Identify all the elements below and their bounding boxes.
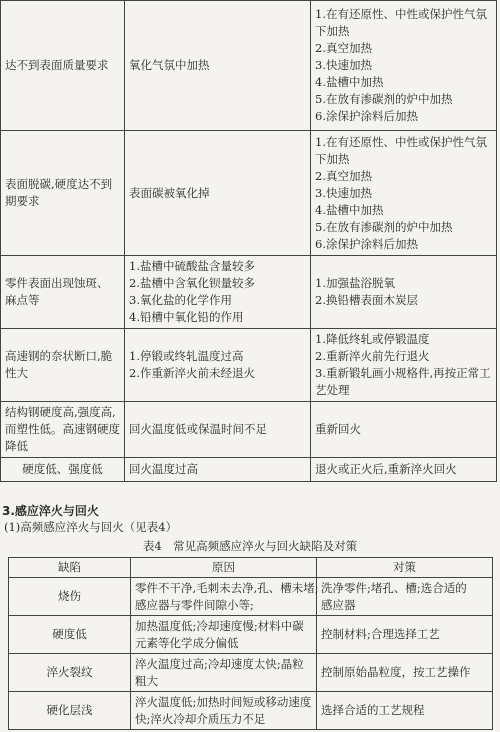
table-row	[1, 329, 497, 402]
measure-text: 5.在放有渗碳剂的炉中加热	[315, 92, 453, 106]
defect-cell	[1, 256, 125, 329]
measure-text: 2.重新淬火前先行退火	[315, 349, 430, 363]
measure-text: 2.真空加热	[315, 168, 372, 183]
measure-text: 2.真空加热	[315, 41, 372, 55]
table-row	[1, 131, 497, 256]
cause-text: 表面碳被氧化掉	[129, 185, 210, 200]
cause-cell	[131, 616, 317, 654]
measure-text: 下加热	[315, 151, 350, 166]
measure-text: 艺处理	[315, 383, 350, 397]
table-row	[1, 256, 497, 329]
measure-text: 3.重新锻轧画小规格件,再按正常工	[315, 366, 491, 380]
table-row	[9, 654, 493, 692]
defect-text: 硬度低、强度低	[22, 462, 103, 476]
measure-cell	[311, 1, 497, 131]
cause-text: 零件不干净,毛刺未去净,孔、槽未堵;	[135, 580, 319, 595]
cause-text: 1.盐槽中硫酸盐含量较多	[129, 259, 255, 273]
cause-text: 快;淬火冷却介质压力不足	[135, 711, 266, 726]
defect-text: 性大	[5, 366, 28, 380]
defect-text: 而塑性低。高速钢硬度	[5, 422, 120, 436]
cause-text: 淬火温度过高;冷却速度太快;晶粒	[135, 656, 304, 671]
cause-cell	[125, 131, 311, 256]
measure-text: 退火或正火后,重新淬火回火	[315, 462, 457, 476]
header-row	[9, 558, 493, 578]
measure-text: 下加热	[315, 24, 350, 38]
measure-cell	[311, 131, 497, 256]
measure-text: 1.加强盐浴脱氧	[315, 276, 395, 290]
measure-text: 6.涂保护涂料后加热	[315, 236, 418, 251]
defect-text: 期要求	[5, 194, 40, 208]
measure-text: 1.在有还原性、中性或保护性气氛	[315, 7, 487, 21]
defect-text: 表面脱碳,硬度达不到	[5, 177, 113, 191]
cause-text: 2.盐槽中含氧化钡量较多	[129, 276, 255, 290]
defect-cell: 淬火裂纹	[9, 654, 131, 692]
cause-cell	[131, 654, 317, 692]
cause-text: 元素等化学成分偏低	[135, 635, 239, 650]
table-row	[9, 616, 493, 654]
sub-title: (1)高频感应淬火与回火（见表4）	[4, 520, 178, 534]
cause-text: 回火温度过高	[129, 462, 198, 476]
measure-cell	[317, 692, 493, 730]
table-row	[1, 1, 497, 131]
cause-text: 1.停锻或终轧温度过高	[129, 349, 244, 363]
measure-text: 控制材料;合理选择工艺	[321, 627, 440, 641]
table-row	[9, 578, 493, 616]
cause-text: 3.氧化盐的化学作用	[129, 293, 232, 307]
cause-cell	[125, 402, 311, 458]
defect-text: 降低	[5, 439, 28, 453]
section-title: 3.感应淬火与回火	[2, 504, 99, 518]
defect-cell: 烧伤	[9, 578, 131, 616]
measure-text: 3.快速加热	[315, 185, 372, 200]
header-defect: 缺陷	[9, 558, 131, 578]
cause-text: 回火温度低或保温时间不足	[129, 422, 267, 436]
cause-text: 淬火温度低;加热时间短或移动速度	[135, 694, 312, 709]
defect-cell	[1, 1, 125, 131]
measure-text: 1.降低终轧或停锻温度	[315, 332, 430, 346]
measure-text: 2.换铅槽表面木炭层	[315, 293, 418, 307]
table-caption: 表4 常见高频感应淬火与回火缺陷及对策	[142, 539, 358, 553]
measure-text: 选择合适的工艺规程	[321, 703, 425, 717]
cause-text: 粗大	[135, 673, 158, 688]
defect-cell	[1, 329, 125, 402]
measure-cell	[317, 578, 493, 616]
measure-text: 6.涂保护涂料后加热	[315, 109, 418, 123]
measure-text: 重新回火	[315, 422, 361, 436]
header-cause: 原因	[131, 558, 317, 578]
defect-cell: 硬度低	[9, 616, 131, 654]
defect-text: 高速钢的奈状断口,脆	[5, 349, 113, 363]
defect-cell	[1, 458, 125, 482]
header-measure: 对策	[317, 558, 493, 578]
defect-cell	[1, 402, 125, 458]
measure-cell	[317, 654, 493, 692]
defect-cell	[1, 131, 125, 256]
measure-text: 洗净零件;堵孔、槽;选合适的	[321, 580, 467, 595]
cause-cell	[131, 578, 317, 616]
defect-cell: 硬化层浅	[9, 692, 131, 730]
measure-text: 5.在放有渗碳剂的炉中加热	[315, 219, 453, 234]
cause-text: 感应器与零件间隙小等;	[135, 597, 254, 612]
defect-text: 结构钢硬度高,强度高,	[5, 405, 116, 419]
measure-text: 控制原始晶粒度，按工艺操作	[321, 665, 471, 679]
measure-cell	[311, 256, 497, 329]
cause-text: 加热温度低;冷却速度慢;材料中碳	[135, 618, 304, 633]
measure-cell	[311, 458, 497, 482]
measure-cell	[311, 329, 497, 402]
measure-cell	[311, 402, 497, 458]
defect-text: 零件表面出现蚀斑、	[5, 276, 109, 290]
cause-cell	[125, 458, 311, 482]
measure-cell	[317, 616, 493, 654]
defect-text: 达不到表面质量要求	[5, 58, 109, 72]
table-row	[1, 402, 497, 458]
table-row	[9, 692, 493, 730]
measure-text: 4.盐槽中加热	[315, 75, 384, 89]
cause-text: 2.作重新淬火前未经退火	[129, 366, 255, 380]
measure-text: 1.在有还原性、中性或保护性气氛	[315, 134, 487, 149]
table-row	[1, 458, 497, 482]
cause-cell	[125, 256, 311, 329]
cause-cell	[125, 1, 311, 131]
cause-text: 4.铅槽中氧化铅的作用	[129, 310, 244, 324]
measure-text: 感应器	[321, 597, 356, 612]
cause-text: 氧化气氛中加热	[129, 58, 210, 72]
cause-cell	[131, 692, 317, 730]
cause-cell	[125, 329, 311, 402]
measure-text: 4.盐槽中加热	[315, 202, 384, 217]
defects-table-2	[8, 557, 493, 730]
measure-text: 3.快速加热	[315, 58, 372, 72]
defect-text: 麻点等	[5, 293, 40, 307]
